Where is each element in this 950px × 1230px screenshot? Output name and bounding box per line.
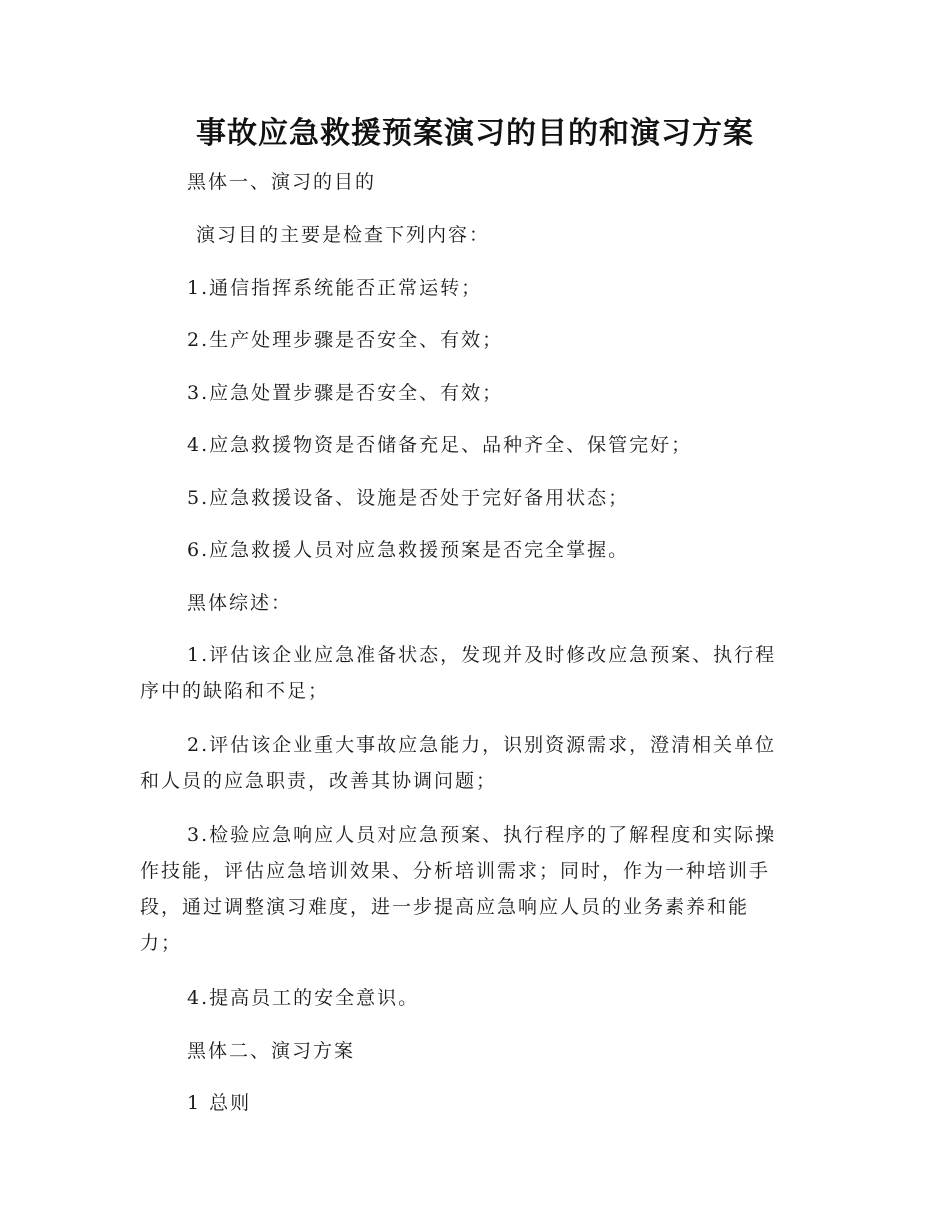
list-item: 2.生产处理步骤是否安全、有效； (187, 329, 504, 351)
summary-item-2 (140, 727, 800, 799)
list-item: 1.通信指挥系统能否正常运转； (187, 277, 483, 299)
heading-summary: 黑体综述： (187, 592, 293, 614)
summary-item-3 (140, 817, 800, 961)
list-item: 6.应急救援人员对应急救援预案是否完全掌握。 (187, 539, 630, 561)
paragraph-line: 力； (140, 932, 183, 954)
list-item: 3.应急处置步骤是否安全、有效； (187, 382, 504, 404)
paragraph-line: 1.评估该企业应急准备状态，发现并及时修改应急预案、执行程 (187, 644, 777, 666)
list-item: 5.应急救援设备、设施是否处于完好备用状态； (187, 487, 630, 509)
list-item: 4.应急救援物资是否储备充足、品种齐全、保管完好； (187, 434, 693, 456)
summary-item-4: 4.提高员工的安全意识。 (187, 987, 420, 1009)
paragraph-line: 段，通过调整演习难度，进一步提高应急响应人员的业务素养和能 (140, 896, 750, 918)
summary-item-1 (140, 637, 800, 709)
heading-plan: 黑体二、演习方案 (187, 1040, 356, 1062)
paragraph-line: 和人员的应急职责，改善其协调问题； (140, 770, 498, 792)
paragraph-line: 作技能，评估应急培训效果、分析培训需求；同时，作为一种培训手 (140, 860, 771, 882)
document-title: 事故应急救援预案演习的目的和演习方案 (196, 116, 754, 151)
heading-general: 1 总则 (187, 1092, 252, 1114)
paragraph-line: 序中的缺陷和不足； (140, 680, 330, 702)
paragraph-line: 3.检验应急响应人员对应急预案、执行程序的了解程度和实际操 (187, 824, 777, 846)
paragraph-intro: 演习目的主要是检查下列内容： (196, 224, 491, 246)
paragraph-line: 2.评估该企业重大事故应急能力，识别资源需求，澄清相关单位 (187, 734, 777, 756)
heading-purpose: 黑体一、演习的目的 (187, 171, 377, 193)
